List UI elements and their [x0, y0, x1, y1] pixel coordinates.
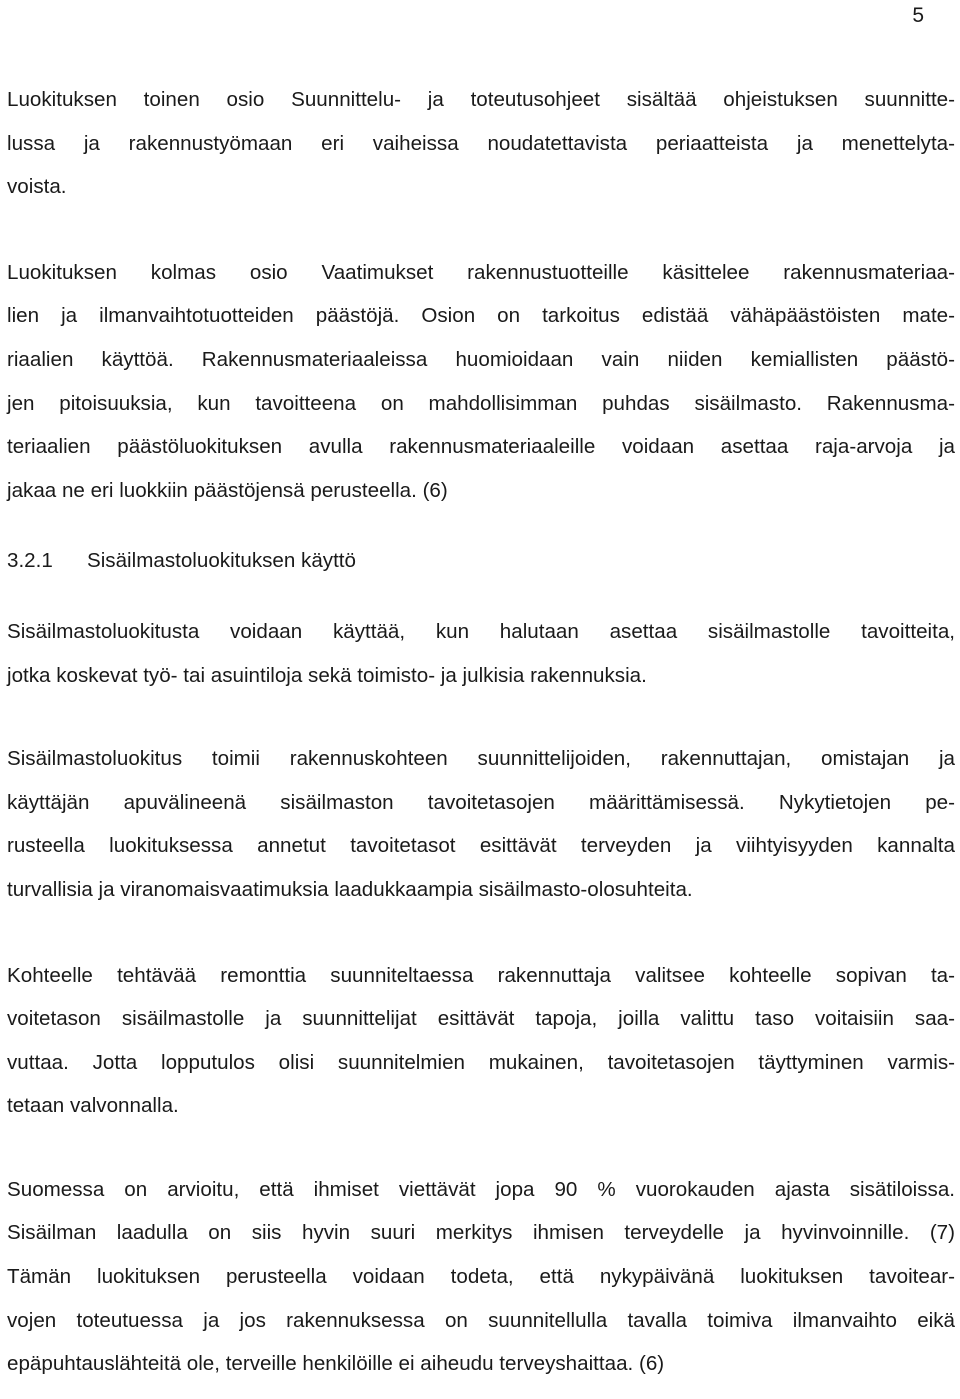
text-line: Sisäilmastoluokitusta voidaan käyttää, kun halutaan asettaa sisäilmastolle tavoitteita,: [7, 619, 955, 643]
text-line: rusteella luokituksessa annetut tavoitetasot esittävät terveyden ja viihtyisyyden kannalta: [7, 834, 955, 858]
text-line: Luokituksen toinen osio Suunnittelu- ja toteutusohjeet sisältää ohjeistuksen suunnitte-: [7, 88, 955, 111]
text-line: Tämän luokituksen perusteella voidaan todeta, että nykypäivänä luokituksen tavoitear-: [7, 1265, 955, 1289]
text-line: voista.: [7, 175, 67, 199]
text-line: lien ja ilmanvaihtotuotteiden päästöjä. Osion on tarkoitus edistää vähäpäästöisten mate-: [7, 304, 955, 328]
text-line: Sisäilman laadulla on siis hyvin suuri merkitys ihmisen terveydelle ja hyvinvoinnille. (7): [7, 1221, 955, 1245]
section-number: 3.2.1: [7, 549, 53, 573]
paragraph-tool: [7, 737, 955, 911]
paragraph-usage: [7, 610, 955, 697]
text-line: vojen toteutuessa ja jos rakennuksessa on suunnitellulla tavalla toimiva ilmanvaihto eikä: [7, 1308, 955, 1332]
paragraph-renovation: [7, 954, 955, 1128]
text-line: riaalien käyttöä. Rakennusmateriaaleissa huomioidaan vain niiden kemiallisten päästö-: [7, 347, 955, 371]
paragraph-second-section: [7, 78, 955, 209]
text-line: jakaa ne eri luokkiin päästöjensä perusteella. (6): [7, 478, 448, 502]
text-line: tetaan valvonnalla.: [7, 1094, 179, 1118]
text-line: Kohteelle tehtävää remonttia suunniteltaessa rakennuttaja valitsee kohteelle sopivan ta-: [7, 963, 955, 987]
text-line: lussa ja rakennustyömaan eri vaiheissa noudatettavista periaatteista ja menettelyta-: [7, 131, 955, 155]
text-line: Luokituksen kolmas osio Vaatimukset rakennustuotteille käsittelee rakennusmateriaa-: [7, 260, 955, 284]
paragraph-indoor-time: [7, 1168, 955, 1386]
text-line: käyttäjän apuvälineenä sisäilmaston tavoitetasojen määrittämisessä. Nykytietojen pe-: [7, 790, 955, 814]
section-title: Sisäilmastoluokituksen käyttö: [87, 549, 356, 573]
page-number: 5: [912, 4, 924, 27]
text-line: jotka koskevat työ- tai asuintiloja sekä toimisto- ja julkisia rakennuksia.: [7, 663, 647, 687]
text-line: turvallisia ja viranomaisvaatimuksia laadukkaampia sisäilmasto-olosuhteita.: [7, 877, 693, 901]
text-line: teriaalien päästöluokituksen avulla rakennusmateriaaleille voidaan asettaa raja-arvoja ja: [7, 435, 955, 459]
section-heading: [7, 539, 955, 583]
text-line: voitetason sisäilmastolle ja suunnittelijat esittävät tapoja, joilla valittu taso voitaisiin saa-: [7, 1007, 955, 1031]
paragraph-third-section: [7, 251, 955, 513]
text-line: vuttaa. Jotta lopputulos olisi suunnitelmien mukainen, tavoitetasojen täyttyminen varmis-: [7, 1050, 955, 1074]
document-body: [7, 78, 955, 1386]
text-line: jen pitoisuuksia, kun tavoitteena on mahdollisimman puhdas sisäilmasto. Rakennusma-: [7, 391, 955, 415]
text-line: epäpuhtauslähteitä ole, terveille henkilöille ei aiheudu terveyshaittaa. (6): [7, 1352, 665, 1376]
text-line: Sisäilmastoluokitus toimii rakennuskohteen suunnittelijoiden, rakennuttajan, omistajan ja: [7, 747, 955, 771]
text-line: Suomessa on arvioitu, että ihmiset viettävät jopa 90 % vuorokauden ajasta sisätiloissa.: [7, 1177, 955, 1201]
